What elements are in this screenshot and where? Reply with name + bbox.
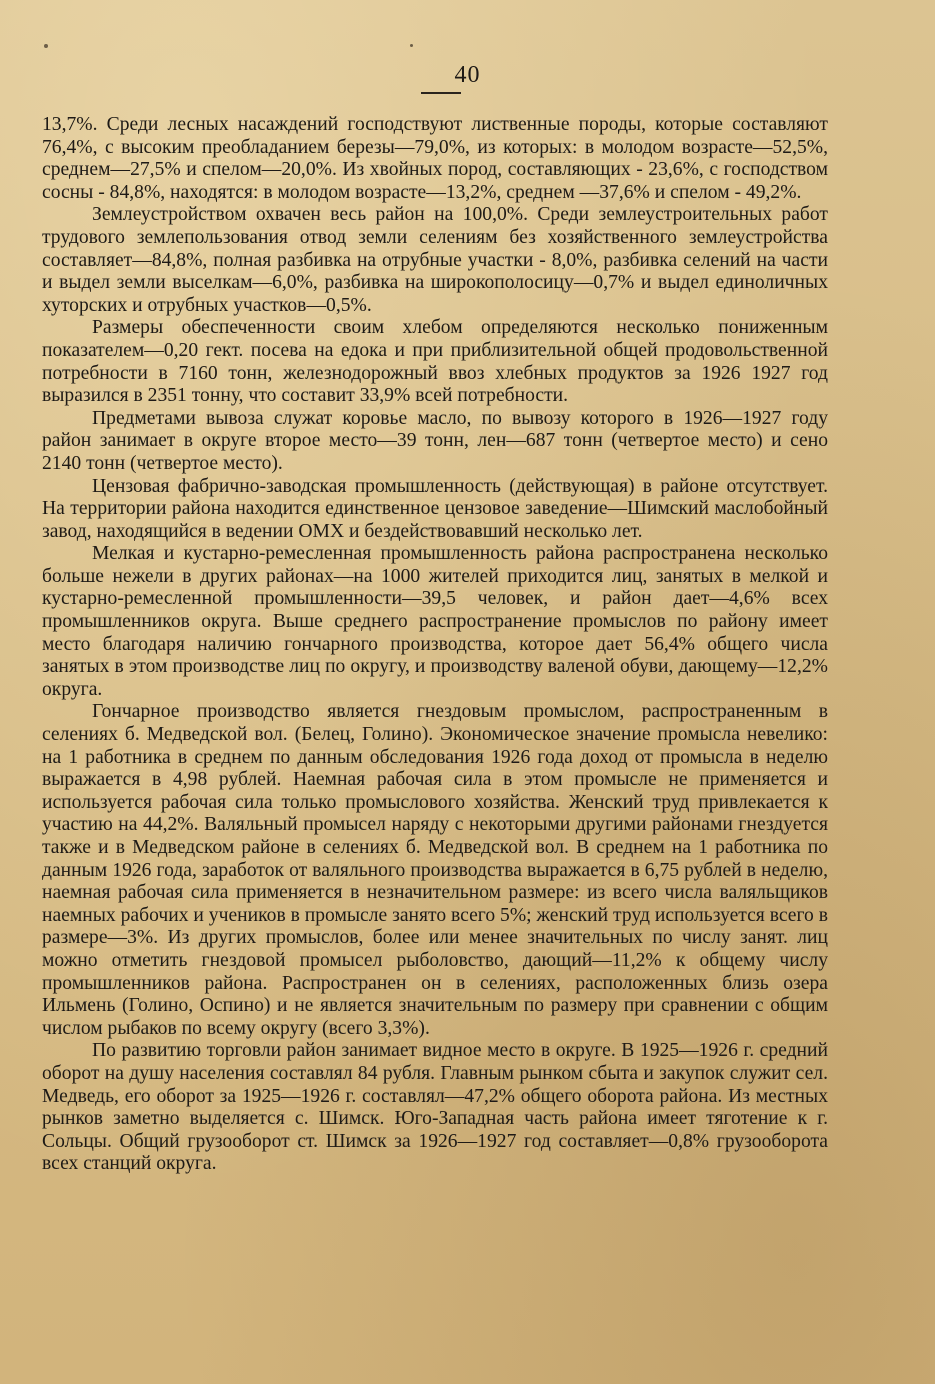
paragraph-pottery-felting: Гончарное производство является гнездовым промыслом, распространенным в селениях б. Медведской вол. (Белец, Голино). Экономическое значение промысла невелико: на 1 работника в среднем по данным обследования 1926 года доход от промысла в неделю выражается в 4,98 рублей. Наемная рабочая сила в этом промысле не применяется и используется рабочая сила только промыслового хозяйства. Женский труд привлекается к участию на 44,2%. Валяльный промысел наряду с некоторыми другими районами гнездуется также и в Медведском районе в селениях б. Медведской вол. В среднем на 1 работника по данным 1926 года, заработок от валяльного производства выражается в 6,75 рублей в неделю, наемная рабочая сила применяется в незначительном размере: из всего числа валяльщиков наемных рабочих и учеников в промысле занято всего 5%; женский труд используется всего в размере—3%. Из других промыслов, более или менее значительных по числу занят. лиц можно отметить гнездовой промысел рыболовство, дающий—11,2% к общему числу промышленников района. Распространен он в селениях, расположенных близь озера Ильмень (Голино, Оспино) и не является значительным по размеру при сравнении с общим числом рыбаков по всему округу (всего 3,3%).	[42, 701, 828, 1039]
paragraph-land-management: Землеустройством охвачен весь район на 100,0%. Среди землеустроительных работ трудового землепользования отвод земли селениям без хозяйственного землеустройства составляет—84,8%, полная разбивка на отрубные участки - 8,0%, разбивка селений на части и выдел земли выселкам—6,0%, разбивка на широкополосицу—0,7% и выдел единоличных хуторских и отрубных участков—0,5%.	[42, 204, 828, 316]
page-number-rule	[421, 92, 461, 94]
paragraph-trade: По развитию торговли район занимает видное место в округе. В 1925—1926 г. средний оборот на душу населения составлял 84 рубля. Главным рынком сбыта и закупок служит сел. Медведь, его оборот за 1925—1926 г. составлял—47,2% общего оборота района. Из местных рынков заметно выделяется с. Шимск. Юго-Западная часть района имеет тяготение к г. Сольцы. Общий грузооборот ст. Шимск за 1926—1927 год составляет—0,8% грузооборота всех станций округа.	[42, 1040, 828, 1175]
paragraph-grain-supply: Размеры обеспеченности своим хлебом определяются несколько пониженным показателем—0,20 гект. посева на едока и при приблизительной общей продовольственной потребности в 7160 тонн, железнодорожный ввоз хлебных продуктов за 1926 1927 год выразился в 2351 тонну, что составит 33,9% всей потребности.	[42, 317, 828, 407]
paragraph-small-industry: Мелкая и кустарно-ремесленная промышленность района распространена несколько больше нежели в других районах—на 1000 жителей приходится лиц, занятых в мелкой и кустарно-ремесленной промышленности—39,5 человек, и район дает—4,6% всех промышленников округа. Выше среднего распространение промыслов по району имеет место благодаря наличию гончарного производства, которое дает 56,4% общего числа занятых в этом производстве лиц по округу, и производству валеной обуви, дающему—12,2% округа.	[42, 543, 828, 700]
paragraph-forest: 13,7%. Среди лесных насаждений господствуют лиственные породы, которые составляют 76,4%, с высоким преобладанием березы—79,0%, из которых: в молодом возрасте—52,5%, среднем—27,5% и спелом—20,0%. Из хвойных пород, составляющих - 23,6%, с господством сосны - 84,8%, находятся: в молодом возрасте—13,2%, среднем —37,6% и спелом - 49,2%.	[42, 114, 828, 203]
page-number: 40	[454, 62, 481, 88]
body-text	[42, 114, 828, 1176]
paragraph-factory-industry: Цензовая фабрично-заводская промышленность (действующая) в районе отсутствует. На территории района находится единственное цензовое заведение—Шимский маслобойный завод, находящийся в ведении ОМХ и бездействовавший несколько лет.	[42, 475, 828, 542]
paper-speck	[44, 44, 48, 48]
paragraph-exports: Предметами вывоза служат коровье масло, по вывозу которого в 1926—1927 году район занимает в округе второе место—39 тонн, лен—687 тонн (четвертое место) и сено 2140 тонн (четвертое место).	[42, 407, 828, 474]
paper-speck	[410, 44, 413, 47]
